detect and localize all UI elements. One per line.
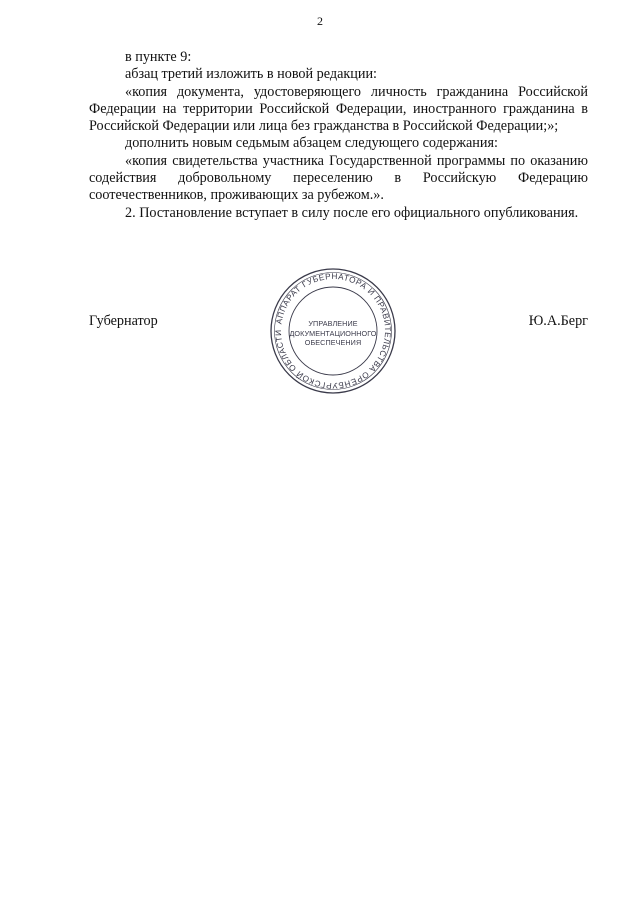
seal-center-text xyxy=(268,319,398,348)
paragraph-item-9: в пункте 9: xyxy=(125,49,192,65)
paragraph-added-text: «копия свидетельства участника Государственной программы по оказанию содействия добровольному переселению в Российскую Федерацию соотечественников, проживающих за рубежом.». xyxy=(89,152,588,204)
page-number: 2 xyxy=(317,14,323,28)
paragraph-effective-date: 2. Постановление вступает в силу после его официального опубликования. xyxy=(125,204,579,221)
seal-center-line: УПРАВЛЕНИЕ xyxy=(308,319,358,328)
paragraph-instruction-add: дополнить новым седьмым абзацем следующего содержания: xyxy=(125,135,498,152)
official-seal xyxy=(268,266,398,396)
seal-center-line: ДОКУМЕНТАЦИОННОГО xyxy=(289,328,377,338)
paragraph-instruction-replace: абзац третий изложить в новой редакции: xyxy=(125,66,377,83)
seal-center-line: ОБЕСПЕЧЕНИЯ xyxy=(304,338,362,347)
seal-ring-text: АППАРАТ ГУБЕРНАТОРА И ПРАВИТЕЛЬСТВА ОРЕНБУРГСКОЙ ОБЛАСТИ xyxy=(273,271,393,391)
signatory-name: Ю.А.Берг xyxy=(528,313,588,329)
document-body xyxy=(89,49,588,222)
paragraph-replacement-text: «копия документа, удостоверяющего личность гражданина Российской Федерации на территории Российской Федерации, иностранного гражданина в Российской Федерации или лица без гражданства в Российской Федерации;»; xyxy=(89,83,588,135)
signatory-position: Губернатор xyxy=(89,313,158,329)
